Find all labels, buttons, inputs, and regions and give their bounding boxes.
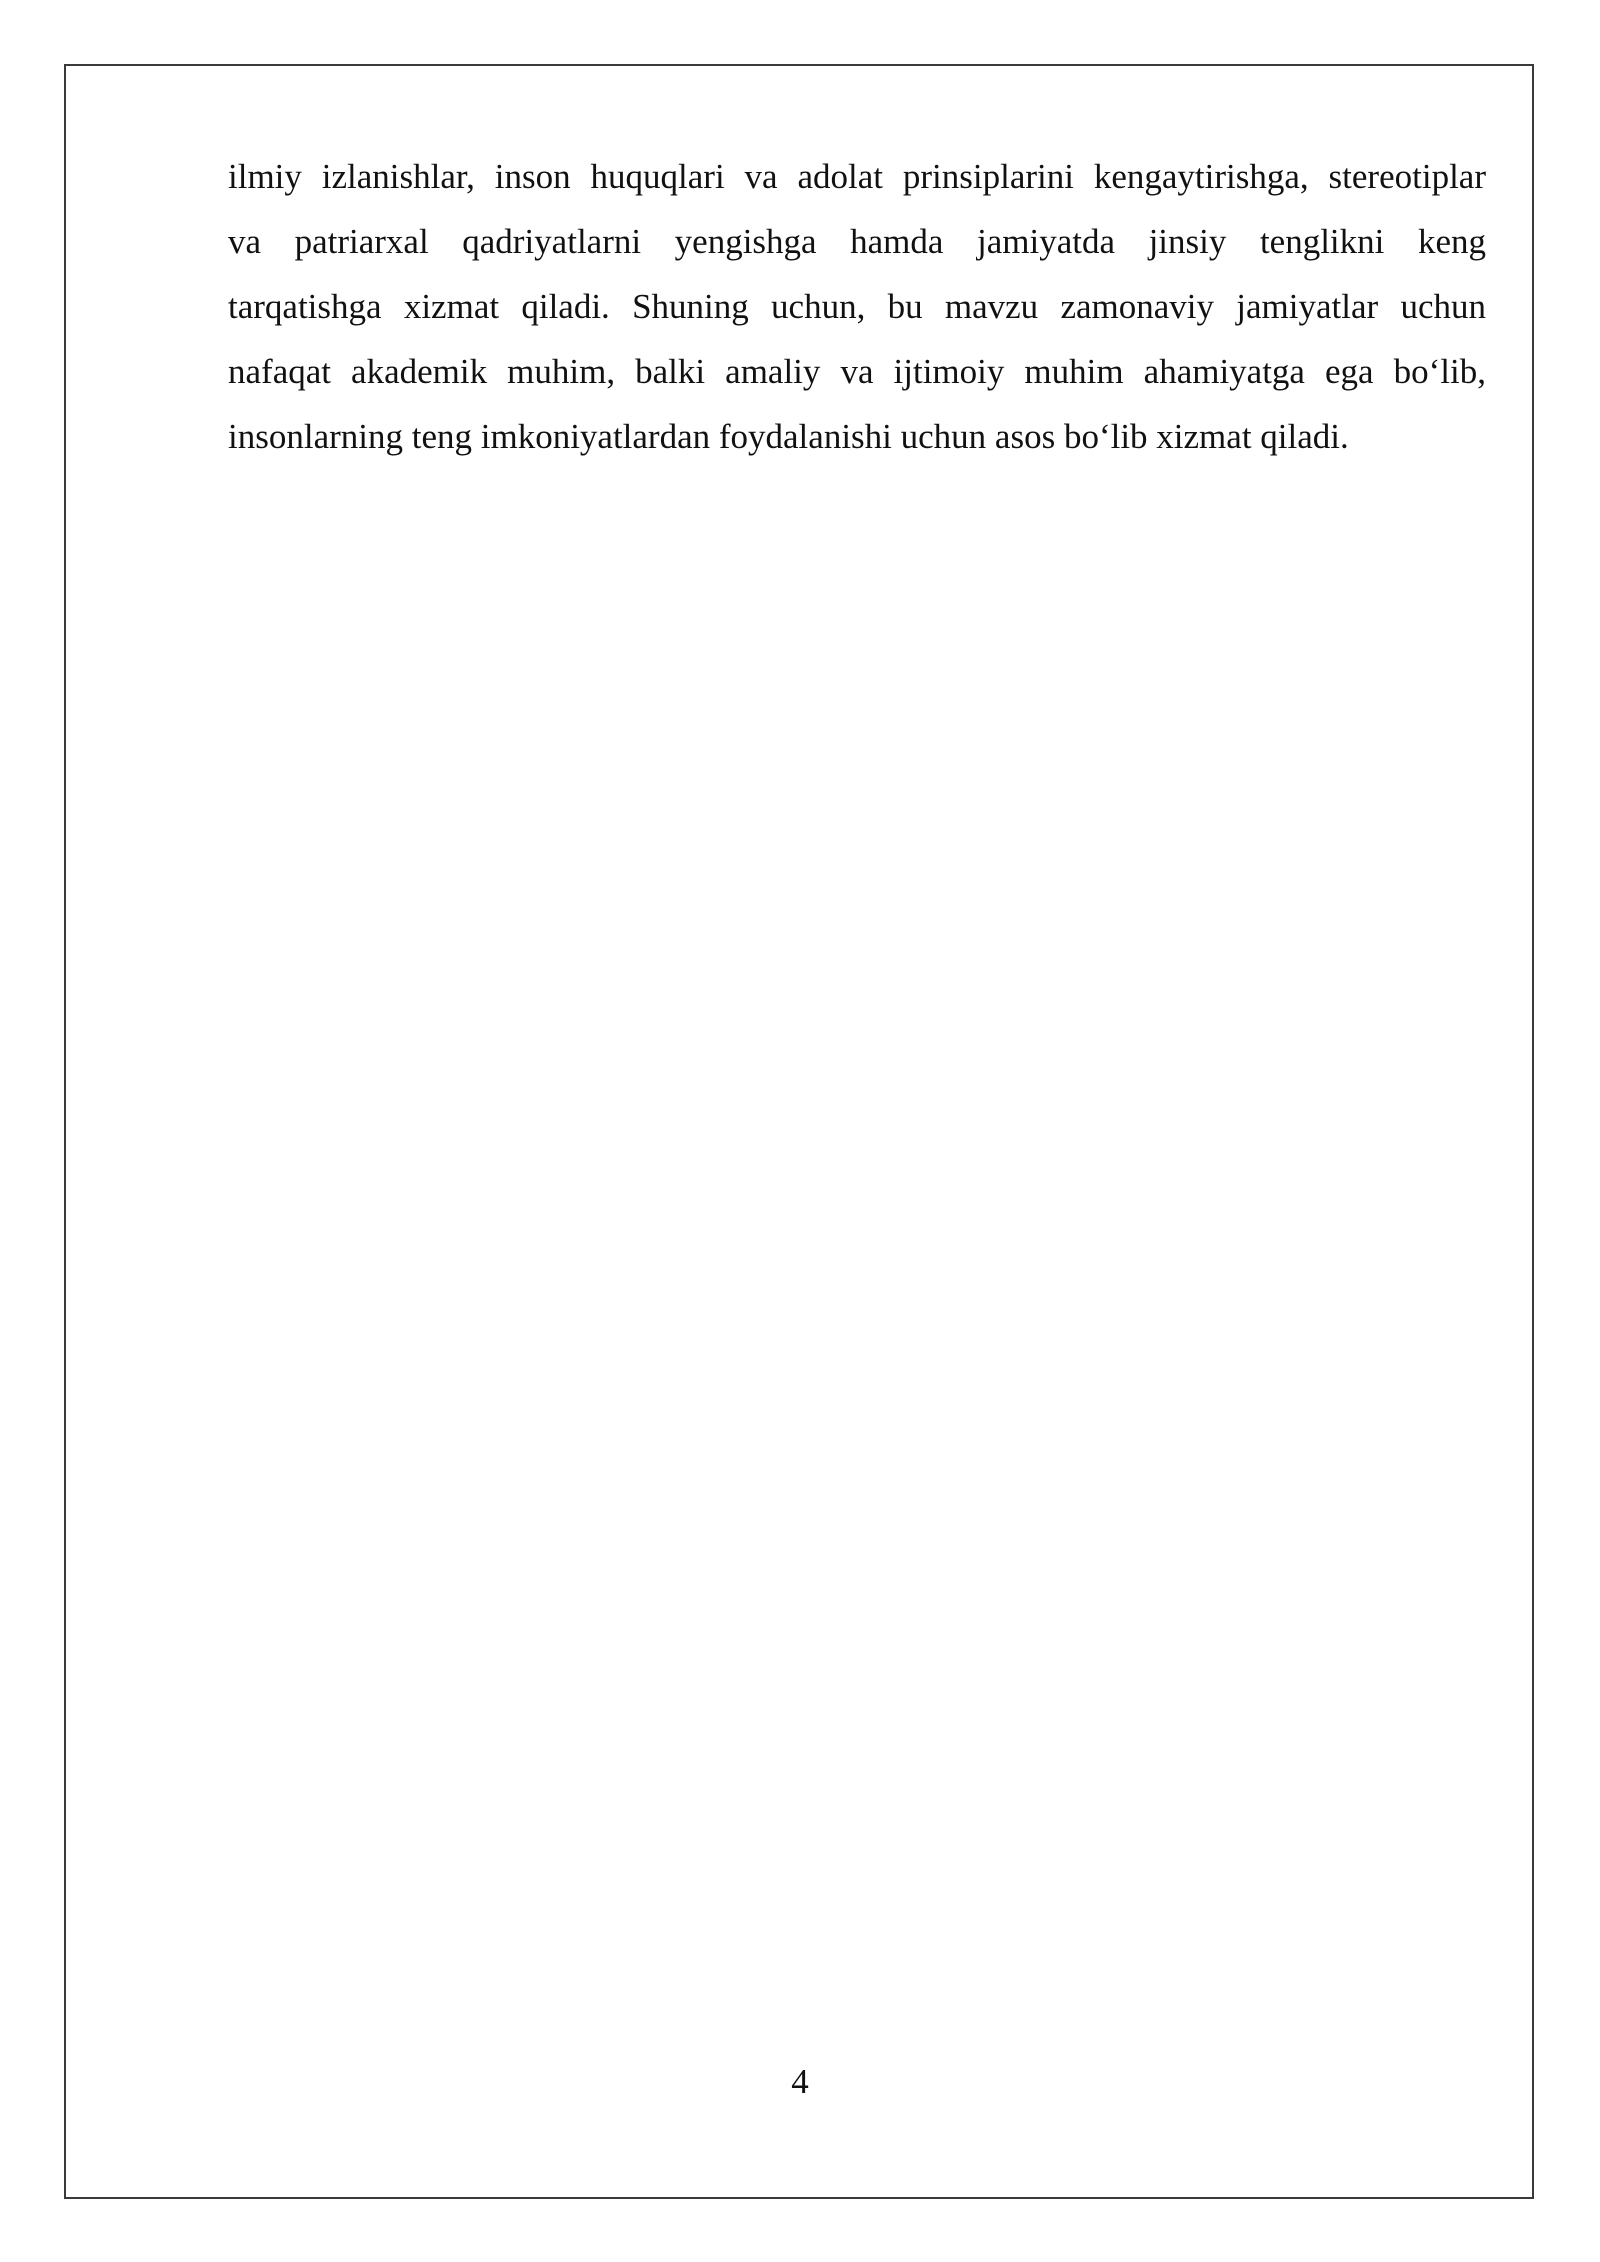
paragraph-line: nafaqat akademik muhim, balki amaliy va ijtimoiy muhim ahamiyatga ega bo‘lib,: [228, 352, 1486, 391]
page-number: 4: [791, 2062, 809, 2101]
body-paragraph: [228, 144, 1486, 469]
paragraph-line: ilmiy izlanishlar, inson huquqlari va adolat prinsiplarini kengaytirishga, stereotiplar: [228, 157, 1486, 196]
paragraph-line: insonlarning teng imkoniyatlardan foydalanishi uchun asos bo‘lib xizmat qiladi.: [228, 417, 1349, 456]
paragraph-line: va patriarxal qadriyatlarni yengishga hamda jamiyatda jinsiy tenglikni keng: [228, 222, 1486, 261]
paragraph-line: tarqatishga xizmat qiladi. Shuning uchun, bu mavzu zamonaviy jamiyatlar uchun: [228, 287, 1486, 326]
